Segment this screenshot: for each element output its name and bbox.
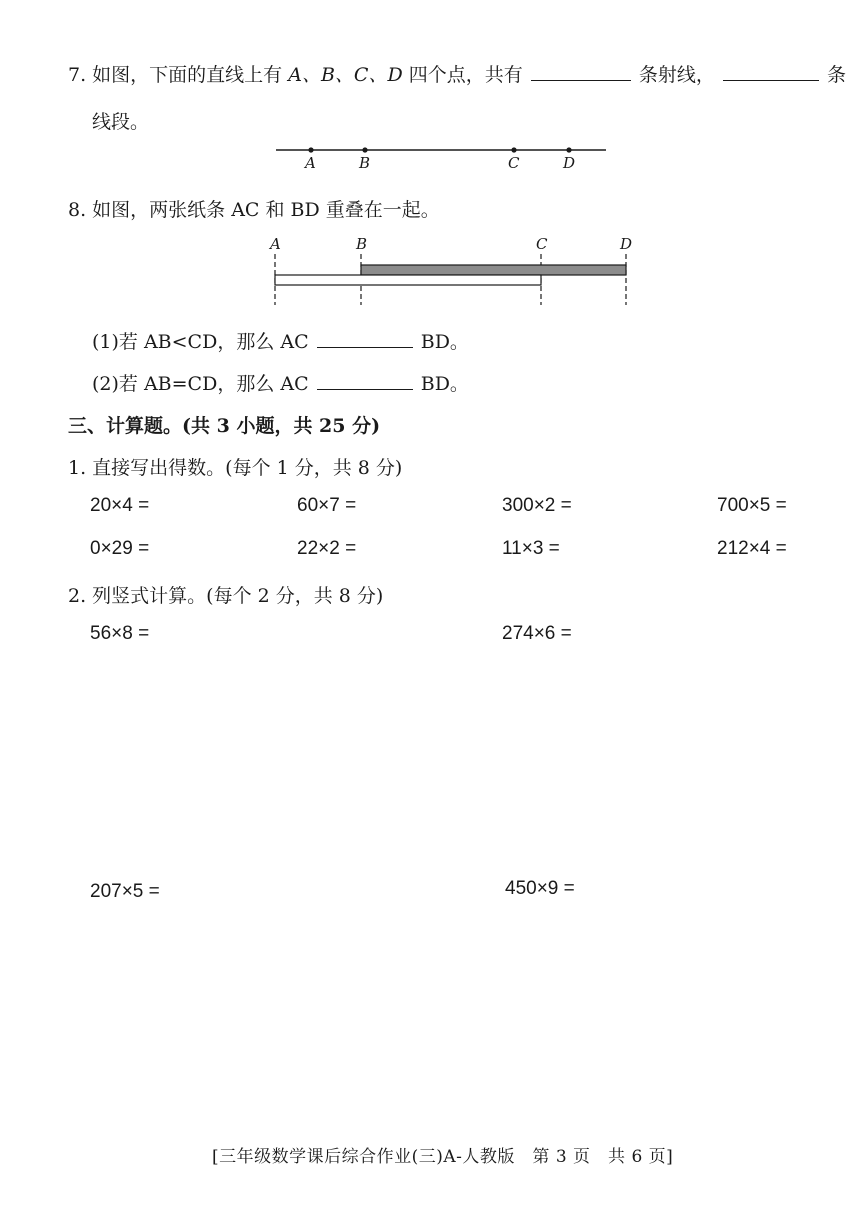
q7-point-d xyxy=(566,147,571,152)
q8-strip-ac xyxy=(275,275,541,285)
q8-sub2-post: BD。 xyxy=(420,373,469,395)
q8-label-a: A xyxy=(270,235,281,253)
section3-heading: 三、计算题。(共 3 小题，共 25 分) xyxy=(68,415,381,437)
page-footer: [三年级数学课后综合作业(三)A-人教版 第 3 页 共 6 页] xyxy=(212,1147,674,1167)
calc-q1-item-3: 300×2 = xyxy=(502,495,572,516)
calc-q1-item-6: 22×2 = xyxy=(297,538,357,559)
q8-label-d: D xyxy=(620,235,633,253)
q8-sub2 xyxy=(92,369,469,396)
q7-label-b: B xyxy=(359,154,371,172)
q8-sub1 xyxy=(92,327,469,354)
calc-q1-item-1: 20×4 = xyxy=(90,495,150,516)
q8-strips-figure xyxy=(268,235,632,305)
q7-label-c: C xyxy=(508,154,520,172)
q7-prefix: 7. 如图，下面的直线上有 xyxy=(68,64,283,86)
q7-line-figure xyxy=(276,147,606,172)
q8-label-c: C xyxy=(536,235,548,253)
q8-sub2-pre: (2)若 AB=CD，那么 AC xyxy=(92,373,309,395)
calc-q1-title: 1. 直接写出得数。(每个 1 分，共 8 分) xyxy=(68,457,403,479)
q7-point-b xyxy=(362,147,367,152)
q7-mid: 四个点，共有 xyxy=(408,64,523,86)
calc-q1-item-8: 212×4 = xyxy=(717,538,787,559)
calc-q2-title: 2. 列竖式计算。(每个 2 分，共 8 分) xyxy=(68,585,384,607)
q7-q8-figures xyxy=(0,0,867,330)
q7-line2: 线段。 xyxy=(92,111,150,133)
q7-label-a: A xyxy=(305,154,316,172)
q8-sub1-pre: (1)若 AB<CD，那么 AC xyxy=(92,331,309,353)
q8-title: 8. 如图，两张纸条 AC 和 BD 重叠在一起。 xyxy=(68,199,440,221)
calc-q1-item-5: 0×29 = xyxy=(90,538,150,559)
calc-q2-item-1: 56×8 = xyxy=(90,623,150,644)
q7-point-a xyxy=(308,147,313,152)
q8-sub1-blank[interactable] xyxy=(317,346,413,348)
calc-q2-item-2: 274×6 = xyxy=(502,623,572,644)
q8-label-b: B xyxy=(356,235,368,253)
q8-strip-bd xyxy=(361,265,626,275)
q8-sub1-post: BD。 xyxy=(420,331,469,353)
q7-after-blank1: 条射线， xyxy=(638,64,715,86)
calc-q1-item-4: 700×5 = xyxy=(717,495,787,516)
q8-sub2-blank[interactable] xyxy=(317,388,413,390)
calc-q2-item-4: 450×9 = xyxy=(505,878,575,899)
q7-point-c xyxy=(511,147,516,152)
q7-end: 条 xyxy=(826,64,846,86)
calc-q1-item-7: 11×3 = xyxy=(502,538,560,559)
q7-label-d: D xyxy=(563,154,576,172)
q7-points: A、B、C、D xyxy=(288,64,403,86)
calc-q2-item-3: 207×5 = xyxy=(90,881,160,902)
calc-q1-item-2: 60×7 = xyxy=(297,495,357,516)
